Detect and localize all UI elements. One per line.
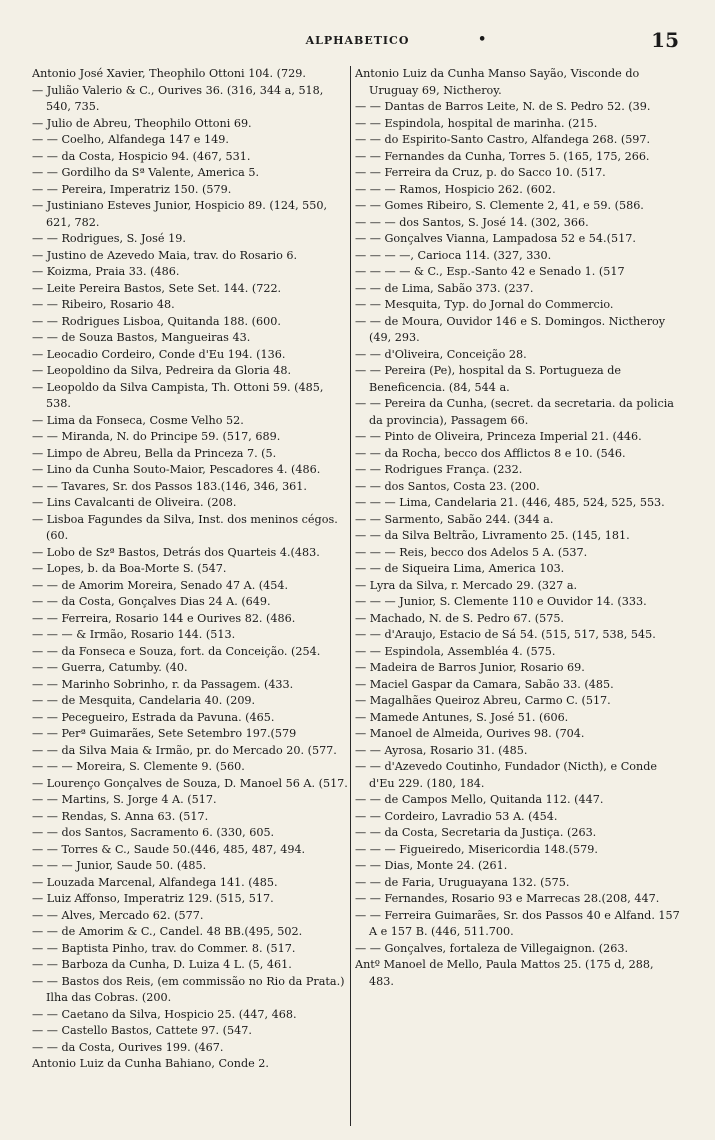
directory-entry: — — dos Santos, Costa 23. (200. xyxy=(355,479,540,493)
directory-entry: — — Rodrigues, S. José 19. xyxy=(32,232,186,245)
directory-entry: — Justiniano Esteves Junior, Hospicio 89. (124, 550, 621, 782. xyxy=(32,199,328,229)
directory-entry: Antonio Luiz da Cunha Bahiano, Conde 2. xyxy=(32,1057,269,1070)
directory-entry: — — — —, Carioca 114. (327, 330. xyxy=(355,248,552,262)
directory-entry: — — Caetano da Silva, Hospicio 25. (447, 468. xyxy=(32,1007,297,1021)
directory-entry: — — Miranda, N. do Principe 59. (517, 689. xyxy=(32,430,281,443)
directory-entry: — — do Espirito-Santo Castro, Alfandega 268. (597. xyxy=(355,133,651,146)
column-divider xyxy=(350,66,351,1126)
directory-entry: — — Fernandes, Rosario 93 e Marrecas 28.(208, 447. xyxy=(355,892,660,905)
directory-entry: — — Mesquita, Typ. do Jornal do Commercio. xyxy=(355,298,614,311)
directory-entry: — Leopoldo da Silva Campista, Th. Ottoni 59. (485, 538. xyxy=(32,380,324,410)
directory-entry: — Manoel de Almeida, Ourives 98. (704. xyxy=(355,727,585,740)
directory-entry: — — Ferreira da Cruz, p. do Sacco 10. (517. xyxy=(355,166,606,179)
directory-entry: — Limpo de Abreu, Bella da Princeza 7. (5. xyxy=(32,446,277,460)
directory-entry: — Lobo de Szª Bastos, Detrás dos Quarteis 4.(483. xyxy=(32,545,320,559)
directory-entry: — — Pereira da Cunha, (secret. da secretaria. da policia da provincia), Passagem 66. xyxy=(355,397,674,427)
directory-entry: — — Marinho Sobrinho, r. da Passagem. (433. xyxy=(32,677,294,691)
directory-entry: — — da Silva Maia & Irmão, pr. do Mercado 20. (577. xyxy=(32,743,337,757)
directory-entry: — Lisboa Fagundes da Silva, Inst. dos meninos cégos. (60. xyxy=(32,512,338,542)
directory-entry: — Lourenço Gonçalves de Souza, D. Manoel 56 A. (517. xyxy=(32,776,348,790)
directory-entry: — — da Costa, Ourives 199. (467. xyxy=(32,1040,224,1054)
directory-entry: — Julio de Abreu, Theophilo Ottoni 69. xyxy=(32,116,252,130)
directory-entry: — Lino da Cunha Souto-Maior, Pescadores 4. (486. xyxy=(32,463,321,476)
directory-entry: — — da Costa, Hospicio 94. (467, 531. xyxy=(32,149,251,163)
directory-entry: — — Dantas de Barros Leite, N. de S. Pedro 52. (39. xyxy=(355,100,651,113)
directory-entry: — — — — & C., Esp.-Santo 42 e Senado 1. (517 xyxy=(355,265,625,278)
directory-entry: — — Barboza da Cunha, D. Luiza 4 L. (5, 461. xyxy=(32,958,292,971)
directory-entry: — — da Fonseca e Souza, fort. da Conceição. (254. xyxy=(32,644,321,658)
directory-entry: — — Ayrosa, Rosario 31. (485. xyxy=(355,743,528,757)
directory-entry: — — Pecegueiro, Estrada da Pavuna. (465. xyxy=(32,710,275,724)
directory-entry: — — de Souza Bastos, Mangueiras 43. xyxy=(32,331,251,344)
directory-entry: — — Baptista Pinho, trav. do Commer. 8. (517. xyxy=(32,941,296,955)
directory-entry: — — Pereira (Pe), hospital da S. Portugueza de Beneficencia. (84, 544 a. xyxy=(355,364,621,394)
directory-entry: — Lins Cavalcanti de Oliveira. (208. xyxy=(32,496,237,509)
directory-entry: — — Castello Bastos, Cattete 97. (547. xyxy=(32,1024,252,1037)
directory-entry: — Louzada Marcenal, Alfandega 141. (485. xyxy=(32,875,278,889)
directory-entry: — — de Faria, Uruguayana 132. (575. xyxy=(355,875,570,889)
directory-entry: — — da Rocha, becco dos Afflictos 8 e 10. (546. xyxy=(355,446,626,460)
directory-entry: — — Gonçalves, fortaleza de Villegaignon. (263. xyxy=(355,941,629,955)
directory-entry: — Lima da Fonseca, Cosme Velho 52. xyxy=(32,413,244,427)
directory-entry: — — Pinto de Oliveira, Princeza Imperial 21. (446. xyxy=(355,430,642,443)
directory-entry: — Lyra da Silva, r. Mercado 29. (327 a. xyxy=(355,578,578,592)
directory-entry: — — Fernandes da Cunha, Torres 5. (165, 175, 266. xyxy=(355,149,650,163)
directory-entry: — — d'Oliveira, Conceição 28. xyxy=(355,347,527,361)
directory-entry: — — Bastos dos Reis, (em commissão no Rio da Prata.) Ilha das Cobras. (200. xyxy=(32,974,345,1004)
directory-entry: — — d'Araujo, Estacio de Sá 54. (515, 517, 538, 545. xyxy=(355,628,656,641)
directory-entry: — — dos Santos, Sacramento 6. (330, 605. xyxy=(32,826,275,839)
directory-entry: — — Espindola, hospital de marinha. (215. xyxy=(355,116,598,130)
directory-entry: — — — Figueiredo, Misericordia 148.(579. xyxy=(355,842,598,856)
directory-entry: — Koizma, Praia 33. (486. xyxy=(32,265,180,278)
directory-entry: Antº Manoel de Mello, Paula Mattos 25. (175 d, 288, 483. xyxy=(355,958,654,988)
directory-entry: — — de Mesquita, Candelaria 40. (209. xyxy=(32,694,256,707)
directory-entry: — — — & Irmão, Rosario 144. (513. xyxy=(32,628,236,641)
directory-entry: — Luiz Affonso, Imperatriz 129. (515, 517. xyxy=(32,892,274,905)
directory-entry: — — — Junior, Saude 50. (485. xyxy=(32,859,207,872)
directory-entry: — — — Moreira, S. Clemente 9. (560. xyxy=(32,760,245,773)
directory-entry: — — da Costa, Secretaria da Justiça. (263. xyxy=(355,826,597,839)
directory-entry: — — de Siqueira Lima, America 103. xyxy=(355,562,565,575)
directory-entry: — Leopoldino da Silva, Pedreira da Gloria 48. xyxy=(32,364,292,377)
directory-entry: — — Rendas, S. Anna 63. (517. xyxy=(32,809,209,823)
directory-entry: — Leite Pereira Bastos, Sete Set. 144. (722. xyxy=(32,281,282,295)
directory-entry: — — Torres & C., Saude 50.(446, 485, 487, 494. xyxy=(32,842,306,856)
directory-entry: — — de Amorim Moreira, Senado 47 A. (454. xyxy=(32,578,289,592)
directory-entry: — — Martins, S. Jorge 4 A. (517. xyxy=(32,793,217,806)
directory-entry: — — Alves, Mercado 62. (577. xyxy=(32,908,204,922)
directory-entry: — — — dos Santos, S. José 14. (302, 366. xyxy=(355,215,589,229)
directory-entry: — — — Lima, Candelaria 21. (446, 485, 524, 525, 553. xyxy=(355,496,665,509)
directory-entry: — — d'Azevedo Coutinho, Fundador (Nicth), e Conde d'Eu 229. (180, 184. xyxy=(355,760,657,790)
running-title: ALPHABETICO xyxy=(305,34,410,47)
directory-entry: — — de Moura, Ouvidor 146 e S. Domingos. Nictheroy (49, 293. xyxy=(355,314,666,344)
directory-entry: — Justino de Azevedo Maia, trav. do Rosario 6. xyxy=(32,248,298,262)
directory-entry: — Leocadio Cordeiro, Conde d'Eu 194. (136. xyxy=(32,347,286,361)
directory-entry: — Lopes, b. da Boa-Morte S. (547. xyxy=(32,562,227,575)
directory-entry: — — Sarmento, Sabão 244. (344 a. xyxy=(355,512,554,526)
page-number: 15 xyxy=(651,28,679,52)
right-column xyxy=(355,66,680,1130)
left-column xyxy=(32,66,348,1130)
directory-entry: — — Rodrigues França. (232. xyxy=(355,463,523,476)
directory-entry: — — da Silva Beltrão, Livramento 25. (145, 181. xyxy=(355,529,630,542)
directory-entry: Antonio José Xavier, Theophilo Ottoni 104. (729. xyxy=(32,67,306,80)
directory-entry: — — — Reis, becco dos Adelos 5 A. (537. xyxy=(355,545,588,559)
directory-entry: — — Guerra, Catumby. (40. xyxy=(32,661,188,674)
directory-entry: — — Pereira, Imperatriz 150. (579. xyxy=(32,182,232,196)
directory-entry: — — Ferreira Guimarães, Sr. dos Passos 40 e Alfand. 157 A e 157 B. (446, 511.700. xyxy=(355,908,680,938)
directory-entry: — — — Junior, S. Clemente 110 e Ouvidor 14. (333. xyxy=(355,595,647,608)
directory-entry: — Maciel Gaspar da Camara, Sabão 33. (485. xyxy=(355,677,614,691)
directory-entry: — — Espindola, Assembléa 4. (575. xyxy=(355,644,556,658)
directory-entry: — — Coelho, Alfandega 147 e 149. xyxy=(32,133,229,146)
directory-entry: Antonio Luiz da Cunha Manso Sayão, Visconde do Uruguay 69, Nictheroy. xyxy=(355,67,640,97)
directory-entry: — — — Ramos, Hospicio 262. (602. xyxy=(355,182,556,196)
directory-entry: — — Ribeiro, Rosario 48. xyxy=(32,298,175,311)
directory-entry: — Machado, N. de S. Pedro 67. (575. xyxy=(355,611,564,625)
directory-entry: — — de Lima, Sabão 373. (237. xyxy=(355,281,534,295)
directory-entry: — — Rodrigues Lisboa, Quitanda 188. (600. xyxy=(32,314,281,328)
directory-entry: — — Cordeiro, Lavradio 53 A. (454. xyxy=(355,809,558,823)
directory-entry: — — de Campos Mello, Quitanda 112. (447. xyxy=(355,793,604,806)
header-dot: • xyxy=(478,32,487,47)
directory-entry: — — Dias, Monte 24. (261. xyxy=(355,859,508,872)
page-header xyxy=(0,30,715,56)
directory-entry: — — Gonçalves Vianna, Lampadosa 52 e 54.(517. xyxy=(355,232,636,245)
directory-entry: — — Gordilho da Sª Valente, America 5. xyxy=(32,166,259,179)
directory-entry: — — Perª Guimarães, Sete Setembro 197.(579 xyxy=(32,727,297,740)
directory-entry: — — de Amorim & C., Candel. 48 BB.(495, 502. xyxy=(32,925,303,938)
directory-entry: — Magalhães Queiroz Abreu, Carmo C. (517. xyxy=(355,694,611,707)
directory-entry: — Madeira de Barros Junior, Rosario 69. xyxy=(355,661,585,674)
directory-entry: — — Ferreira, Rosario 144 e Ourives 82. (486. xyxy=(32,611,296,625)
directory-entry: — Julião Valerio & C., Ourives 36. (316, 344 a, 518, 540, 735. xyxy=(32,83,324,113)
directory-entry: — — Gomes Ribeiro, S. Clemente 2, 41, e 59. (586. xyxy=(355,199,644,212)
directory-entry: — — Tavares, Sr. dos Passos 183.(146, 346, 361. xyxy=(32,479,307,493)
directory-entry: — Mamede Antunes, S. José 51. (606. xyxy=(355,710,569,724)
directory-entry: — — da Costa, Gonçalves Dias 24 A. (649. xyxy=(32,595,271,608)
